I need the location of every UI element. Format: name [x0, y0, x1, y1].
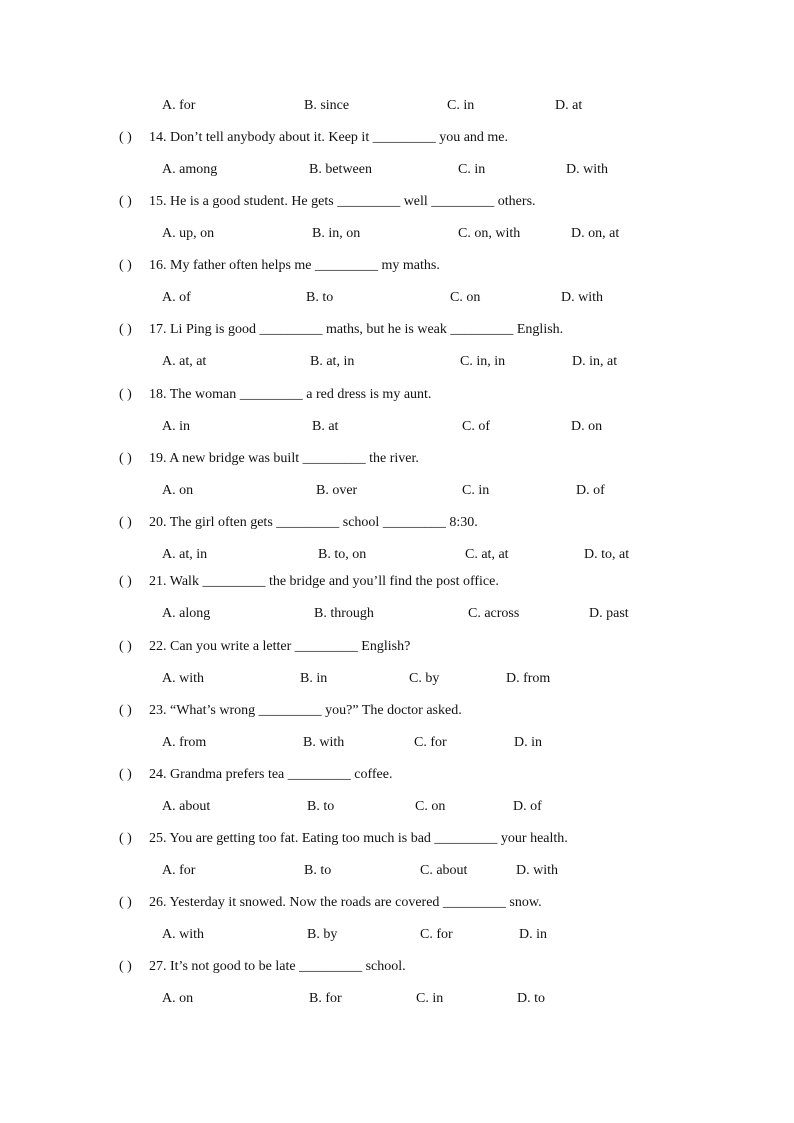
options-row	[0, 733, 794, 753]
option-c: C. in	[462, 483, 490, 498]
question-row	[0, 192, 794, 212]
option-a: A. from	[162, 735, 207, 750]
option-d: D. with	[566, 162, 608, 177]
option-a: A. in	[162, 419, 190, 434]
option-d: D. of	[513, 799, 542, 814]
answer-bracket[interactable]: ( )	[119, 574, 132, 589]
option-c: C. in	[416, 991, 444, 1006]
question-text: 23. “What’s wrong _________ you?” The doctor asked.	[149, 703, 462, 718]
option-b: B. with	[303, 735, 345, 750]
option-c: C. for	[420, 927, 453, 942]
answer-bracket[interactable]: ( )	[119, 959, 132, 974]
answer-bracket[interactable]: ( )	[119, 451, 132, 466]
option-c: C. on	[450, 290, 481, 305]
options-row	[0, 861, 794, 881]
option-d: D. in	[519, 927, 547, 942]
option-c: C. in, in	[460, 354, 506, 369]
question-text: 16. My father often helps me _________ my maths.	[149, 258, 440, 273]
question-text: 15. He is a good student. He gets _________ well _________ others.	[149, 194, 536, 209]
option-c: C. at, at	[465, 547, 509, 562]
answer-bracket[interactable]: ( )	[119, 515, 132, 530]
option-c: C. by	[409, 671, 440, 686]
question-row	[0, 385, 794, 405]
option-d: D. past	[589, 606, 629, 621]
question-row	[0, 637, 794, 657]
option-d: D. in	[514, 735, 542, 750]
option-a: A. with	[162, 671, 204, 686]
options-row	[0, 288, 794, 308]
question-row	[0, 893, 794, 913]
option-a: A. of	[162, 290, 191, 305]
answer-bracket[interactable]: ( )	[119, 831, 132, 846]
option-b: B. in	[300, 671, 328, 686]
option-b: B. to	[304, 863, 332, 878]
option-c: C. in	[458, 162, 486, 177]
question-text: 24. Grandma prefers tea _________ coffee.	[149, 767, 393, 782]
option-a: A. on	[162, 483, 194, 498]
option-b: B. in, on	[312, 226, 361, 241]
option-d: D. of	[576, 483, 605, 498]
options-row	[0, 545, 794, 565]
answer-bracket[interactable]: ( )	[119, 130, 132, 145]
options-row	[0, 797, 794, 817]
question-row	[0, 829, 794, 849]
question-text: 14. Don’t tell anybody about it. Keep it _________ you and me.	[149, 130, 509, 145]
option-a: A. about	[162, 799, 211, 814]
option-c: C. across	[468, 606, 520, 621]
option-a: A. for	[162, 863, 196, 878]
option-b: B. to	[307, 799, 335, 814]
options-row	[0, 989, 794, 1009]
answer-bracket[interactable]: ( )	[119, 322, 132, 337]
question-text: 20. The girl often gets _________ school _________ 8:30.	[149, 515, 478, 530]
option-d: D. at	[555, 98, 583, 113]
option-a: A. up, on	[162, 226, 215, 241]
answer-bracket[interactable]: ( )	[119, 767, 132, 782]
question-text: 27. It’s not good to be late _________ school.	[149, 959, 406, 974]
option-c: C. about	[420, 863, 468, 878]
answer-bracket[interactable]: ( )	[119, 258, 132, 273]
options-row	[0, 669, 794, 689]
question-row	[0, 449, 794, 469]
question-text: 21. Walk _________ the bridge and you’ll find the post office.	[149, 574, 499, 589]
option-b: B. at	[312, 419, 339, 434]
option-d: D. with	[561, 290, 603, 305]
option-a: A. at, in	[162, 547, 208, 562]
option-d: D. from	[506, 671, 551, 686]
option-b: B. through	[314, 606, 374, 621]
option-d: D. in, at	[572, 354, 618, 369]
option-d: D. to	[517, 991, 545, 1006]
option-d: D. on, at	[571, 226, 620, 241]
question-row	[0, 128, 794, 148]
answer-bracket[interactable]: ( )	[119, 639, 132, 654]
option-c: C. in	[447, 98, 475, 113]
option-a: A. at, at	[162, 354, 207, 369]
option-c: C. for	[414, 735, 447, 750]
question-row	[0, 701, 794, 721]
option-d: D. on	[571, 419, 603, 434]
answer-bracket[interactable]: ( )	[119, 703, 132, 718]
option-d: D. to, at	[584, 547, 630, 562]
option-a: A. among	[162, 162, 218, 177]
question-text: 18. The woman _________ a red dress is my aunt.	[149, 387, 432, 402]
question-row	[0, 513, 794, 533]
options-row	[0, 604, 794, 624]
option-c: C. on	[415, 799, 446, 814]
option-b: B. for	[309, 991, 342, 1006]
option-a: A. along	[162, 606, 211, 621]
option-b: B. since	[304, 98, 350, 113]
question-text: 17. Li Ping is good _________ maths, but he is weak _________ English.	[149, 322, 564, 337]
answer-bracket[interactable]: ( )	[119, 194, 132, 209]
option-b: B. at, in	[310, 354, 355, 369]
question-text: 19. A new bridge was built _________ the river.	[149, 451, 419, 466]
question-row	[0, 572, 794, 592]
options-row	[0, 96, 794, 116]
option-b: B. by	[307, 927, 338, 942]
question-row	[0, 957, 794, 977]
options-row	[0, 925, 794, 945]
options-row	[0, 417, 794, 437]
option-b: B. between	[309, 162, 372, 177]
option-d: D. with	[516, 863, 558, 878]
question-text: 22. Can you write a letter _________ English?	[149, 639, 411, 654]
question-row	[0, 765, 794, 785]
question-text: 25. You are getting too fat. Eating too much is bad _________ your health.	[149, 831, 568, 846]
option-a: A. with	[162, 927, 204, 942]
options-row	[0, 224, 794, 244]
options-row	[0, 481, 794, 501]
option-b: B. to, on	[318, 547, 367, 562]
option-a: A. for	[162, 98, 196, 113]
answer-bracket[interactable]: ( )	[119, 387, 132, 402]
option-a: A. on	[162, 991, 194, 1006]
option-b: B. over	[316, 483, 358, 498]
options-row	[0, 352, 794, 372]
option-c: C. on, with	[458, 226, 521, 241]
question-row	[0, 256, 794, 276]
options-row	[0, 160, 794, 180]
option-b: B. to	[306, 290, 334, 305]
question-text: 26. Yesterday it snowed. Now the roads are covered _________ snow.	[149, 895, 542, 910]
option-c: C. of	[462, 419, 490, 434]
question-row	[0, 320, 794, 340]
answer-bracket[interactable]: ( )	[119, 895, 132, 910]
